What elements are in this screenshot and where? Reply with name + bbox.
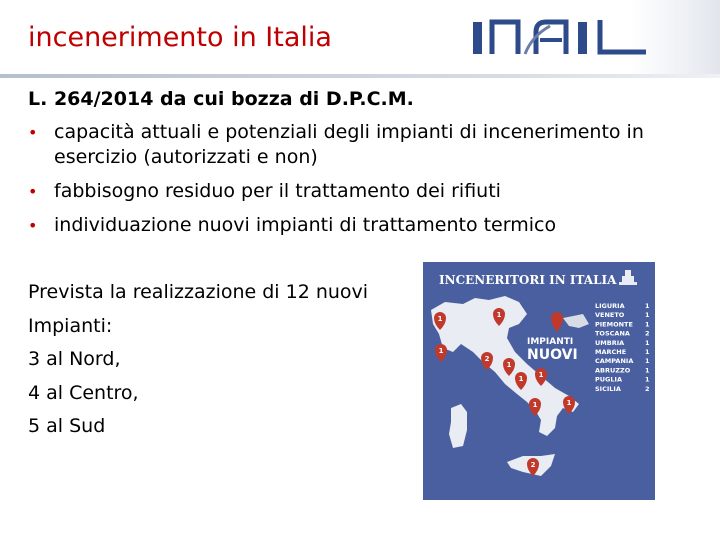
region-name: VENETO — [595, 311, 625, 320]
region-name: ABRUZZO — [595, 366, 631, 375]
bullet-list — [28, 120, 668, 247]
region-name: PIEMONTE — [595, 320, 633, 329]
svg-text:1: 1 — [532, 401, 538, 409]
forecast-block — [28, 276, 388, 444]
region-name: CAMPANIA — [595, 357, 634, 366]
forecast-line: Impianti: — [28, 314, 113, 337]
forecast-line: 5 al Sud — [28, 415, 106, 437]
svg-text:1: 1 — [566, 399, 572, 407]
balkan-land — [563, 314, 589, 328]
region-count: 1 — [645, 311, 650, 320]
legend-label-top: IMPIANTI — [527, 337, 574, 347]
map-pin — [435, 344, 447, 362]
italy-map-graphic — [423, 262, 655, 500]
region-count: 1 — [645, 366, 650, 375]
region-count: 1 — [645, 338, 650, 347]
region-count: 1 — [645, 302, 650, 310]
incinerator-map — [423, 262, 655, 500]
region-count: 1 — [645, 320, 650, 329]
forecast-line: 3 al Nord, — [28, 348, 121, 370]
svg-text:1: 1 — [506, 361, 512, 369]
svg-text:2: 2 — [530, 461, 536, 469]
region-name: MARCHE — [595, 348, 627, 356]
svg-text:1: 1 — [518, 375, 524, 383]
region-name: PUGLIA — [595, 375, 622, 384]
region-count: 1 — [645, 357, 650, 366]
svg-text:1: 1 — [496, 311, 502, 319]
region-count: 1 — [645, 375, 650, 384]
slide-header — [0, 0, 720, 75]
region-count: 2 — [645, 329, 650, 338]
forecast-line: Prevista la realizzazione di 12 nuovi — [28, 281, 369, 303]
region-count: 2 — [645, 384, 650, 393]
incinerator-icon — [619, 270, 637, 285]
bullet-text: capacità attuali e potenziali degli impianti di incenerimento in esercizio (autorizzati e non) — [54, 121, 644, 168]
region-name: LIGURIA — [595, 302, 625, 310]
svg-text:1: 1 — [438, 347, 444, 355]
region-name: SICILIA — [595, 384, 621, 393]
bullet-item — [28, 120, 668, 170]
slide-title: incenerimento in Italia — [28, 22, 332, 53]
inail-logo — [470, 16, 650, 60]
region-name: UMBRIA — [595, 338, 625, 347]
bullet-item — [28, 213, 668, 238]
region-name: TOSCANA — [595, 329, 630, 338]
bullet-icon: • — [28, 182, 38, 201]
bullet-text: fabbisogno residuo per il trattamento dei rifiuti — [54, 180, 501, 202]
legend-label-bottom: NUOVI — [527, 347, 578, 363]
bullet-icon: • — [28, 123, 38, 142]
legend-pin-icon — [551, 312, 563, 332]
map-title: INCENERITORI IN ITALIA — [439, 273, 617, 287]
svg-text:2: 2 — [484, 355, 490, 363]
svg-text:1: 1 — [437, 315, 443, 323]
bullet-icon: • — [28, 216, 38, 235]
forecast-line: 4 al Centro, — [28, 381, 139, 404]
bullet-text: individuazione nuovi impianti di trattamento termico — [54, 214, 557, 236]
bullet-item — [28, 179, 668, 204]
header-rule — [0, 74, 720, 78]
svg-text:1: 1 — [538, 371, 544, 379]
region-count: 1 — [645, 348, 650, 356]
law-heading: L. 264/2014 da cui bozza di D.P.C.M. — [28, 88, 414, 110]
sardinia-land — [449, 404, 467, 448]
